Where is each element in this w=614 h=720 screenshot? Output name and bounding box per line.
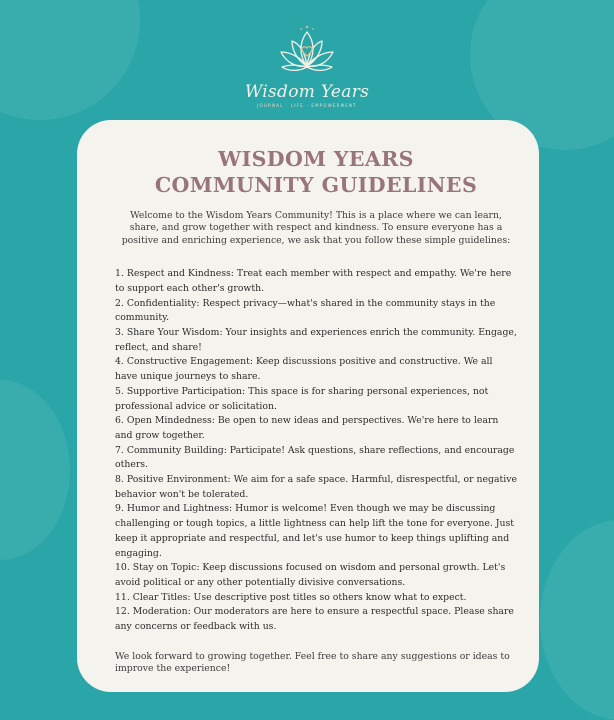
guideline-item: 7. Community Building: Participate! Ask questions, share reflections, and encourage others. [115, 444, 515, 471]
guidelines-card [77, 120, 539, 692]
guideline-item: 1. Respect and Kindness: Treat each member with respect and empathy. We're here to support each other's growth. [115, 268, 512, 294]
guideline-item: 5. Supportive Participation: This space is for sharing personal experiences, not professional advice or solicitation. [115, 385, 489, 412]
background-decoration [0, 380, 70, 560]
brand-tagline: JOURNAL · LIFE · EMPOWERMENT [257, 103, 357, 108]
background-decoration [540, 520, 614, 720]
guideline-item: 9. Humor and Lightness: Humor is welcome! Even though we may be discussing challenging or tough topics, a little lightness can help lift the tone for everyone. Just keep it appropriate and respectful, and let's use humor to keep things uplifting and engaging. [115, 503, 515, 559]
guideline-item: 12. Moderation: Our moderators are here to ensure a respectful space. Please share any concerns or feedback with us. [115, 606, 514, 633]
lotus-icon [272, 24, 342, 82]
title-line: COMMUNITY GUIDELINES [154, 173, 478, 197]
guideline-item: 8. Positive Environment: We aim for a safe space. Harmful, disrespectful, or negative behavior won't be tolerated. [115, 474, 517, 500]
intro-text: Welcome to the Wisdom Years Community! This is a place where we can learn, share, and grow together with respect and kindness. To ensure everyone has a positive and enriching experience, we ask that you follow these simple guidelines: [121, 210, 511, 246]
brand-logo [0, 24, 614, 108]
guideline-item: 11. Clear Titles: Use descriptive post titles so others know what to expect. [115, 591, 467, 603]
guideline-item: 4. Constructive Engagement: Keep discussions positive and constructive. We all have unique journeys to share. [115, 356, 493, 383]
guideline-item: 3. Share Your Wisdom: Your insights and experiences enrich the community. Engage, reflect, and share! [115, 327, 517, 353]
title-line: WISDOM YEARS [218, 147, 414, 171]
closing-text: We look forward to growing together. Feel free to share any suggestions or ideas to improve the experience! [115, 650, 510, 675]
guidelines-list [115, 267, 517, 635]
brand-name: Wisdom Years [244, 82, 370, 102]
guideline-item: 6. Open Mindedness: Be open to new ideas and perspectives. We're here to learn and grow together. [115, 415, 499, 441]
page-title [115, 146, 517, 198]
guideline-item: 10. Stay on Topic: Keep discussions focused on wisdom and personal growth. Let's avoid political or any other potentially divisive conversations. [115, 562, 506, 588]
guideline-item: 2. Confidentiality: Respect privacy—what's shared in the community stays in the community. [115, 297, 496, 324]
